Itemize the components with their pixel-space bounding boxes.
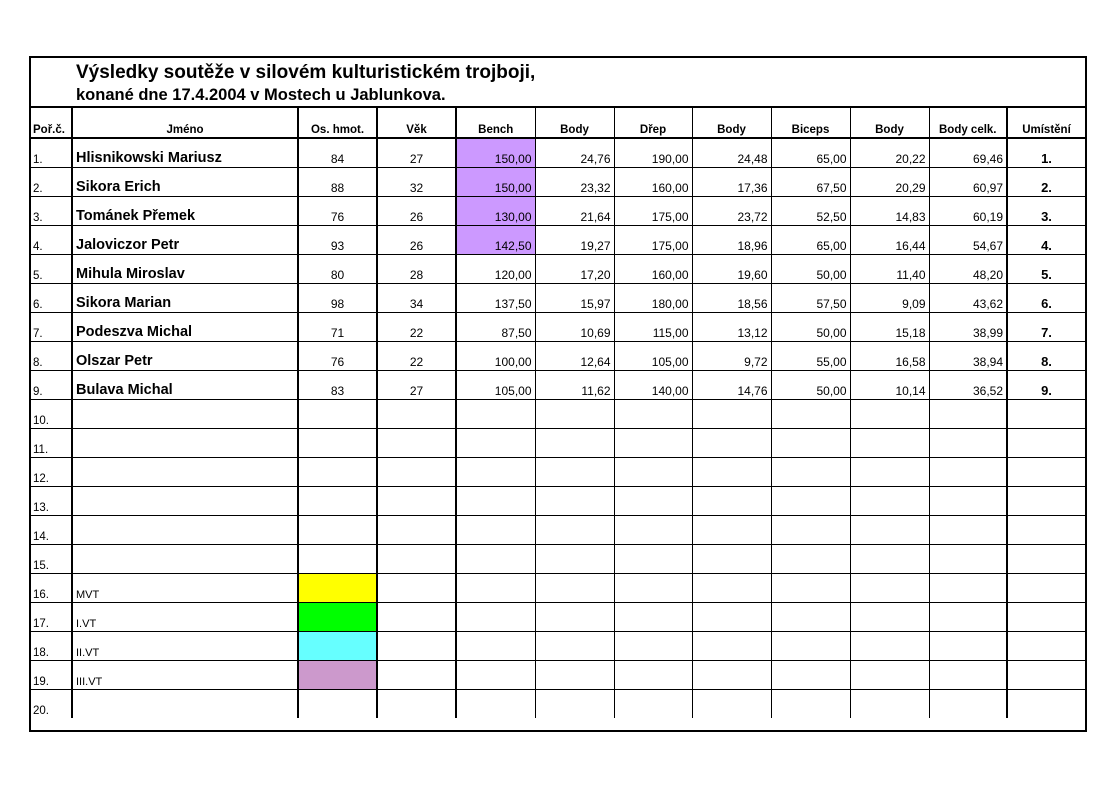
table-cell	[614, 544, 692, 573]
cell-biceps-pts: 16,44	[850, 225, 929, 254]
cell-poradi: 16.	[31, 573, 72, 602]
table-cell	[929, 486, 1007, 515]
table-cell	[456, 486, 535, 515]
table-cell	[771, 689, 850, 718]
cell-squat-pts: 19,60	[692, 254, 771, 283]
table-cell	[692, 631, 771, 660]
table-row	[31, 457, 1085, 486]
results-table	[31, 106, 1085, 718]
table-cell	[1007, 486, 1085, 515]
cell-bench: 105,00	[456, 370, 535, 399]
header-hmotnost: Os. hmot.	[298, 106, 377, 138]
table-cell	[850, 399, 929, 428]
table-cell	[535, 486, 614, 515]
cell-rank: 3.	[1007, 196, 1085, 225]
header-biceps-body: Body	[850, 106, 929, 138]
cell-poradi: 5.	[31, 254, 72, 283]
cell-poradi: 11.	[31, 428, 72, 457]
table-row	[31, 689, 1085, 718]
cell-total: 43,62	[929, 283, 1007, 312]
cell-bench: 150,00	[456, 167, 535, 196]
table-cell	[456, 428, 535, 457]
table-cell	[1007, 602, 1085, 631]
cell-squat: 175,00	[614, 196, 692, 225]
table-cell	[929, 515, 1007, 544]
cell-bench-pts: 23,32	[535, 167, 614, 196]
table-cell	[692, 515, 771, 544]
cell-name: Olszar Petr	[72, 341, 298, 370]
cell-bench-pts: 12,64	[535, 341, 614, 370]
cell-total: 69,46	[929, 138, 1007, 167]
table-cell	[614, 660, 692, 689]
cell-squat: 175,00	[614, 225, 692, 254]
cell-rank: 4.	[1007, 225, 1085, 254]
legend-label: III.VT	[72, 660, 298, 689]
table-cell	[535, 660, 614, 689]
table-row	[31, 515, 1085, 544]
cell-bench-pts: 10,69	[535, 312, 614, 341]
cell-total: 38,94	[929, 341, 1007, 370]
cell-name: Sikora Marian	[72, 283, 298, 312]
table-cell	[771, 428, 850, 457]
table-row	[31, 370, 1085, 399]
table-cell	[1007, 515, 1085, 544]
cell-squat-pts: 18,96	[692, 225, 771, 254]
cell-squat-pts: 13,12	[692, 312, 771, 341]
table-row	[31, 196, 1085, 225]
cell-biceps-pts: 20,22	[850, 138, 929, 167]
table-cell	[614, 399, 692, 428]
cell-total: 60,97	[929, 167, 1007, 196]
cell-biceps-pts: 10,14	[850, 370, 929, 399]
header-bench-body: Body	[535, 106, 614, 138]
header-body-celk: Body celk.	[929, 106, 1007, 138]
table-cell	[377, 602, 456, 631]
header-poradi: Poř.č.	[31, 106, 72, 138]
table-cell	[850, 573, 929, 602]
table-cell	[456, 457, 535, 486]
legend-label: I.VT	[72, 602, 298, 631]
cell-bench: 137,50	[456, 283, 535, 312]
table-cell	[614, 631, 692, 660]
cell-biceps: 65,00	[771, 138, 850, 167]
cell-age: 32	[377, 167, 456, 196]
table-cell	[771, 457, 850, 486]
cell-poradi: 17.	[31, 602, 72, 631]
cell-age: 22	[377, 341, 456, 370]
header-jmeno: Jméno	[72, 106, 298, 138]
table-cell	[298, 428, 377, 457]
table-cell	[535, 602, 614, 631]
cell-weight: 84	[298, 138, 377, 167]
table-cell	[535, 515, 614, 544]
cell-age: 28	[377, 254, 456, 283]
table-cell	[535, 573, 614, 602]
cell-bench-pts: 21,64	[535, 196, 614, 225]
table-cell	[377, 544, 456, 573]
table-cell	[692, 399, 771, 428]
table-row	[31, 428, 1085, 457]
cell-rank: 8.	[1007, 341, 1085, 370]
cell-name: Hlisnikowski Mariusz	[72, 138, 298, 167]
cell-age: 27	[377, 138, 456, 167]
table-cell	[614, 602, 692, 631]
cell-squat: 160,00	[614, 167, 692, 196]
table-cell	[298, 457, 377, 486]
cell-biceps: 55,00	[771, 341, 850, 370]
legend-swatch	[298, 602, 377, 631]
cell-age: 22	[377, 312, 456, 341]
cell-poradi: 7.	[31, 312, 72, 341]
cell-biceps-pts: 15,18	[850, 312, 929, 341]
cell-bench: 87,50	[456, 312, 535, 341]
legend-label: MVT	[72, 573, 298, 602]
table-cell	[850, 544, 929, 573]
table-cell	[535, 631, 614, 660]
cell-poradi: 10.	[31, 399, 72, 428]
table-cell	[377, 486, 456, 515]
cell-bench-pts: 15,97	[535, 283, 614, 312]
cell-biceps-pts: 16,58	[850, 341, 929, 370]
table-row	[31, 225, 1085, 254]
cell-biceps: 57,50	[771, 283, 850, 312]
table-cell	[614, 689, 692, 718]
table-cell	[377, 515, 456, 544]
cell-name	[72, 515, 298, 544]
cell-rank: 2.	[1007, 167, 1085, 196]
cell-squat: 140,00	[614, 370, 692, 399]
table-row	[31, 544, 1085, 573]
table-cell	[929, 631, 1007, 660]
cell-weight: 76	[298, 196, 377, 225]
cell-weight: 80	[298, 254, 377, 283]
cell-name	[72, 457, 298, 486]
cell-poradi: 20.	[33, 705, 49, 717]
cell-poradi: 12.	[31, 457, 72, 486]
cell-poradi: 15.	[31, 544, 72, 573]
cell-bench-pts: 19,27	[535, 225, 614, 254]
cell-bench: 142,50	[456, 225, 535, 254]
table-cell	[456, 631, 535, 660]
table-cell	[614, 428, 692, 457]
legend-swatch	[298, 573, 377, 602]
cell-total: 60,19	[929, 196, 1007, 225]
table-cell	[850, 428, 929, 457]
cell-age: 26	[377, 225, 456, 254]
table-row	[31, 341, 1085, 370]
cell-poradi: 14.	[31, 515, 72, 544]
cell-squat-pts: 18,56	[692, 283, 771, 312]
table-cell	[692, 428, 771, 457]
cell-bench-pts: 11,62	[535, 370, 614, 399]
table-cell	[771, 544, 850, 573]
table-cell	[850, 602, 929, 631]
table-cell	[771, 399, 850, 428]
title-block	[31, 58, 1085, 108]
table-cell	[1007, 660, 1085, 689]
cell-squat-pts: 23,72	[692, 196, 771, 225]
cell-rank: 9.	[1007, 370, 1085, 399]
cell-name	[72, 689, 298, 718]
table-cell	[692, 486, 771, 515]
cell-rank: 6.	[1007, 283, 1085, 312]
cell-biceps-pts: 14,83	[850, 196, 929, 225]
table-cell	[298, 689, 377, 718]
cell-bench: 100,00	[456, 341, 535, 370]
table-cell	[929, 399, 1007, 428]
table-cell	[614, 573, 692, 602]
table-cell	[692, 544, 771, 573]
table-cell	[456, 515, 535, 544]
table-cell	[377, 399, 456, 428]
table-cell	[456, 399, 535, 428]
cell-rank: 5.	[1007, 254, 1085, 283]
cell-poradi: 3.	[31, 196, 72, 225]
cell-name: Sikora Erich	[72, 167, 298, 196]
cell-squat-pts: 24,48	[692, 138, 771, 167]
cell-bench-pts: 24,76	[535, 138, 614, 167]
cell-name: Bulava Michal	[72, 370, 298, 399]
table-cell	[456, 602, 535, 631]
cell-biceps-pts: 20,29	[850, 167, 929, 196]
table-cell	[929, 457, 1007, 486]
table-row	[31, 254, 1085, 283]
cell-poradi: 2.	[31, 167, 72, 196]
table-cell	[535, 428, 614, 457]
table-cell	[850, 515, 929, 544]
page-subtitle: konané dne 17.4.2004 v Mostech u Jablunkova.	[76, 86, 446, 104]
cell-squat: 190,00	[614, 138, 692, 167]
cell-weight: 93	[298, 225, 377, 254]
table-cell	[614, 457, 692, 486]
table-cell	[929, 689, 1007, 718]
cell-name	[72, 399, 298, 428]
table-row	[31, 399, 1085, 428]
table-cell	[771, 631, 850, 660]
table-cell	[535, 544, 614, 573]
cell-bench: 130,00	[456, 196, 535, 225]
table-cell	[1007, 428, 1085, 457]
cell-age: 27	[377, 370, 456, 399]
cell-biceps: 50,00	[771, 312, 850, 341]
cell-squat-pts: 9,72	[692, 341, 771, 370]
table-cell	[929, 544, 1007, 573]
cell-poradi: 13.	[31, 486, 72, 515]
page-title: Výsledky soutěže v silovém kulturistickém trojboji,	[76, 62, 536, 83]
table-cell	[298, 544, 377, 573]
table-cell	[1007, 457, 1085, 486]
table-cell	[1007, 689, 1085, 718]
cell-poradi: 9.	[31, 370, 72, 399]
header-drep: Dřep	[614, 106, 692, 138]
table-cell	[929, 428, 1007, 457]
cell-poradi: 18.	[31, 631, 72, 660]
cell-poradi: 1.	[31, 138, 72, 167]
header-bench: Bench	[456, 106, 535, 138]
cell-age: 26	[377, 196, 456, 225]
table-cell	[771, 515, 850, 544]
table-cell	[850, 660, 929, 689]
cell-weight: 71	[298, 312, 377, 341]
table-cell	[298, 486, 377, 515]
cell-biceps-pts: 11,40	[850, 254, 929, 283]
table-row	[31, 486, 1085, 515]
table-cell	[614, 486, 692, 515]
header-vek: Věk	[377, 106, 456, 138]
cell-rank: 7.	[1007, 312, 1085, 341]
table-cell	[377, 631, 456, 660]
table-cell	[850, 631, 929, 660]
cell-squat-pts: 14,76	[692, 370, 771, 399]
cell-biceps: 65,00	[771, 225, 850, 254]
table-row	[31, 283, 1085, 312]
table-cell	[377, 689, 456, 718]
cell-poradi: 8.	[31, 341, 72, 370]
table-cell	[535, 689, 614, 718]
cell-squat: 105,00	[614, 341, 692, 370]
cell-biceps: 52,50	[771, 196, 850, 225]
table-cell	[456, 573, 535, 602]
results-sheet	[29, 56, 1087, 732]
table-cell	[850, 486, 929, 515]
cell-total: 38,99	[929, 312, 1007, 341]
cell-name: Jaloviczor Petr	[72, 225, 298, 254]
cell-weight: 88	[298, 167, 377, 196]
cell-biceps: 50,00	[771, 370, 850, 399]
cell-squat: 115,00	[614, 312, 692, 341]
cell-name: Tománek Přemek	[72, 196, 298, 225]
cell-bench: 120,00	[456, 254, 535, 283]
table-row	[31, 573, 1085, 602]
table-cell	[456, 660, 535, 689]
header-drep-body: Body	[692, 106, 771, 138]
table-cell	[1007, 399, 1085, 428]
table-cell	[377, 457, 456, 486]
table-cell	[535, 399, 614, 428]
table-cell	[771, 660, 850, 689]
table-cell	[771, 573, 850, 602]
table-row	[31, 631, 1085, 660]
table-row	[31, 138, 1085, 167]
cell-biceps: 67,50	[771, 167, 850, 196]
table-cell	[850, 457, 929, 486]
cell-weight: 76	[298, 341, 377, 370]
table-cell	[298, 515, 377, 544]
cell-name	[72, 486, 298, 515]
cell-total: 36,52	[929, 370, 1007, 399]
cell-name: Podeszva Michal	[72, 312, 298, 341]
table-cell	[692, 660, 771, 689]
cell-bench-pts: 17,20	[535, 254, 614, 283]
cell-name: Mihula Miroslav	[72, 254, 298, 283]
table-cell	[614, 515, 692, 544]
table-row	[31, 602, 1085, 631]
table-row	[31, 167, 1085, 196]
table-row	[31, 660, 1085, 689]
cell-total: 48,20	[929, 254, 1007, 283]
table-cell	[771, 602, 850, 631]
table-cell	[456, 689, 535, 718]
table-cell	[929, 573, 1007, 602]
table-cell	[298, 399, 377, 428]
table-cell	[377, 660, 456, 689]
table-cell	[1007, 573, 1085, 602]
cell-squat: 160,00	[614, 254, 692, 283]
cell-biceps: 50,00	[771, 254, 850, 283]
cell-weight: 83	[298, 370, 377, 399]
cell-age: 34	[377, 283, 456, 312]
cell-poradi: 19.	[31, 660, 72, 689]
table-cell	[692, 573, 771, 602]
table-cell	[929, 602, 1007, 631]
table-cell	[929, 660, 1007, 689]
cell-name	[72, 428, 298, 457]
legend-swatch	[298, 660, 377, 689]
table-cell	[692, 689, 771, 718]
cell-name	[72, 544, 298, 573]
legend-label: II.VT	[72, 631, 298, 660]
cell-total: 54,67	[929, 225, 1007, 254]
cell-bench: 150,00	[456, 138, 535, 167]
table-cell	[377, 573, 456, 602]
table-row	[31, 312, 1085, 341]
table-header-row	[31, 106, 1085, 138]
cell-weight: 98	[298, 283, 377, 312]
table-cell	[771, 486, 850, 515]
table-cell	[1007, 631, 1085, 660]
cell-poradi: 6.	[31, 283, 72, 312]
cell-poradi: 4.	[31, 225, 72, 254]
legend-swatch	[298, 631, 377, 660]
header-biceps: Biceps	[771, 106, 850, 138]
cell-squat-pts: 17,36	[692, 167, 771, 196]
cell-squat: 180,00	[614, 283, 692, 312]
cell-biceps-pts: 9,09	[850, 283, 929, 312]
table-cell	[692, 457, 771, 486]
table-cell	[377, 428, 456, 457]
table-cell	[535, 457, 614, 486]
cell-rank: 1.	[1007, 138, 1085, 167]
table-cell	[1007, 544, 1085, 573]
table-cell	[850, 689, 929, 718]
header-umisteni: Umístění	[1007, 106, 1085, 138]
table-cell	[692, 602, 771, 631]
table-cell	[456, 544, 535, 573]
